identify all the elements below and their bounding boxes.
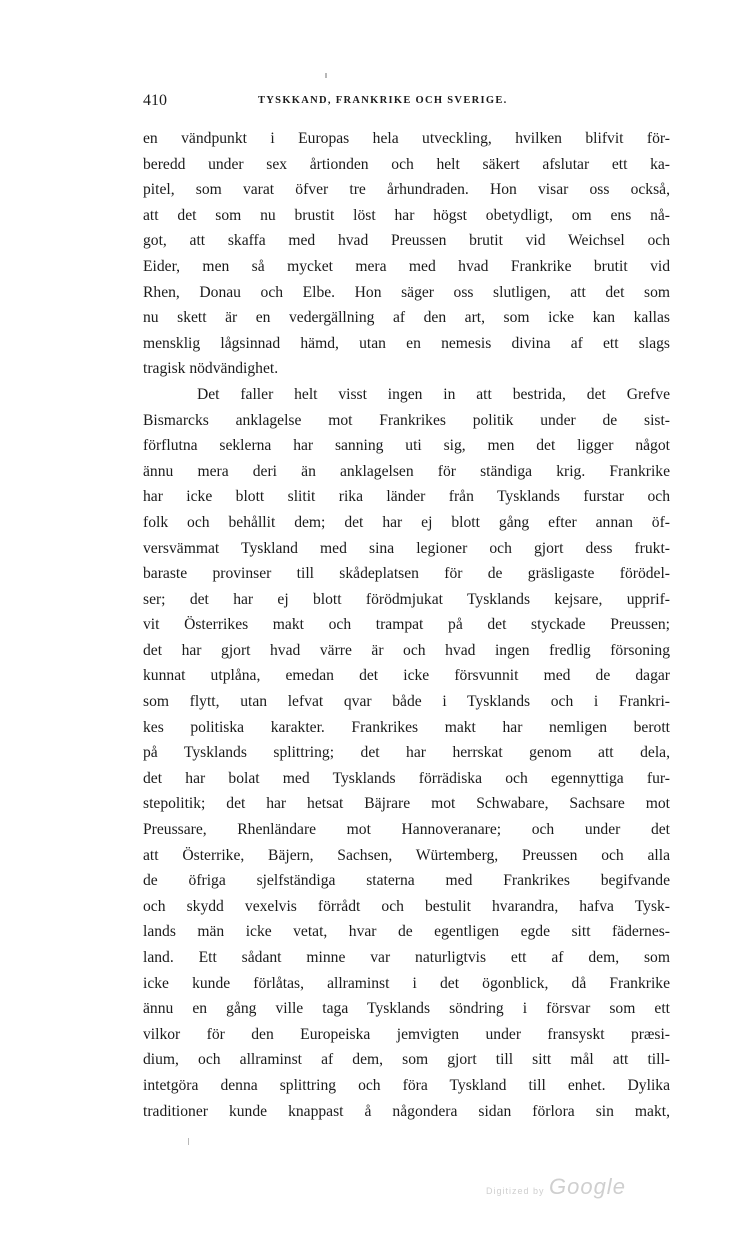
text-line: att det som nu brustit löst har högst obetydligt, om ens nå- [143, 206, 670, 224]
text-line: de öfriga sjelfständiga staterna med Frankrikes begifvande [143, 872, 670, 890]
text-line: och skydd vexelvis förrådt och bestulit hvarandra, hafva Tysk- [143, 897, 670, 915]
text-line: ännu en gång ville taga Tysklands söndring i försvar som ett [143, 1000, 670, 1018]
text-line: got, att skaffa med hvad Preussen brutit vid Weichsel och [143, 232, 670, 250]
text-line: Bismarcks anklagelse mot Frankrikes politik under de sist- [143, 411, 670, 429]
text-line: kunnat utplåna, emedan det icke försvunnit med de dagar [143, 667, 670, 685]
text-line: på Tysklands splittring; det har herrskat genom att dela, [143, 744, 670, 762]
text-line: det har bolat med Tysklands förrädiska och egennyttiga fur- [143, 769, 670, 787]
text-line: pitel, som varat öfver tre århundraden. Hon visar oss också, [143, 181, 670, 199]
text-line: traditioner kunde knappast å någondera sidan förlora sin makt, [143, 1102, 670, 1120]
google-logo: Google [548, 1174, 626, 1199]
text-line: tragisk nödvändighet. [143, 360, 279, 378]
print-speck [325, 73, 327, 78]
text-line: vit Österrikes makt och trampat på det styckade Preussen; [143, 616, 670, 634]
text-line: baraste provinser till skådeplatsen för de gräsligaste förödel- [143, 565, 670, 583]
paragraph-1 [143, 126, 670, 382]
text-line: Rhen, Donau och Elbe. Hon säger oss slutligen, att det som [143, 283, 670, 301]
text-line: det har gjort hvad värre är och hvad ingen fredlig försoning [143, 641, 670, 659]
text-line: förflutna seklerna har sanning uti sig, men det ligger något [143, 437, 670, 455]
text-line: en vändpunkt i Europas hela utveckling, hvilken blifvit för- [143, 130, 670, 147]
text-line: lands män icke vetat, hvar de egentligen egde sitt fädernes- [143, 923, 670, 941]
text-line: intetgöra denna splittring och föra Tyskland till enhet. Dylika [143, 1076, 670, 1094]
body-text [143, 126, 670, 1124]
text-line: kes politiska karakter. Frankrikes makt har nemligen berott [143, 718, 670, 736]
text-line: att Österrike, Bäjern, Sachsen, Würtemberg, Preussen och alla [143, 846, 670, 864]
text-line: nu skett är en vedergällning af den art, som icke kan kallas [143, 309, 670, 327]
text-line: dium, och allraminst af dem, som gjort till sitt mål att till- [143, 1051, 670, 1069]
text-line: stepolitik; det har hetsat Bäjrare mot Schwabare, Sachsare mot [143, 795, 670, 813]
text-line: beredd under sex årtionden och helt säkert afslutar ett ka- [143, 155, 670, 173]
text-line: ser; det har ej blott förödmjukat Tysklands kejsare, upprif- [143, 590, 670, 608]
paragraph-2 [143, 382, 670, 1124]
text-line: versvämmat Tyskland med sina legioner och gjort dess frukt- [143, 539, 670, 557]
text-line: mensklig lågsinnad hämd, utan en nemesis divina af ett slags [143, 334, 670, 352]
running-head: TYSKKAND, FRANKRIKE OCH SVERIGE. [258, 95, 508, 106]
text-line: folk och behållit dem; det har ej blott gång efter annan öf- [143, 513, 670, 531]
text-line: vilkor för den Europeiska jemvigten under fransyskt præsi- [143, 1025, 670, 1043]
text-line: Preussare, Rhenländare mot Hannoveranare; och under det [143, 821, 670, 839]
text-line: land. Ett sådant minne var naturligtvis ett af dem, som [143, 949, 670, 966]
print-speck [188, 1138, 189, 1145]
watermark-prefix: Digitized by [486, 1186, 545, 1196]
digitization-watermark [486, 1174, 626, 1200]
text-line: ännu mera deri än anklagelsen för ständiga krig. Frankrike [143, 462, 670, 480]
text-line: Det faller helt visst ingen in att bestrida, det Grefve [197, 385, 670, 403]
text-line: icke kunde förlåtas, allraminst i det ögonblick, då Frankrike [143, 974, 670, 992]
text-line: har icke blott slitit rika länder från Tysklands furstar och [143, 488, 670, 506]
text-line: som flytt, utan lefvat qvar både i Tysklands och i Frankri- [143, 693, 670, 711]
text-line: Eider, men så mycket mera med hvad Frankrike brutit vid [143, 257, 670, 275]
page-number: 410 [143, 92, 167, 109]
page-header [143, 92, 671, 114]
